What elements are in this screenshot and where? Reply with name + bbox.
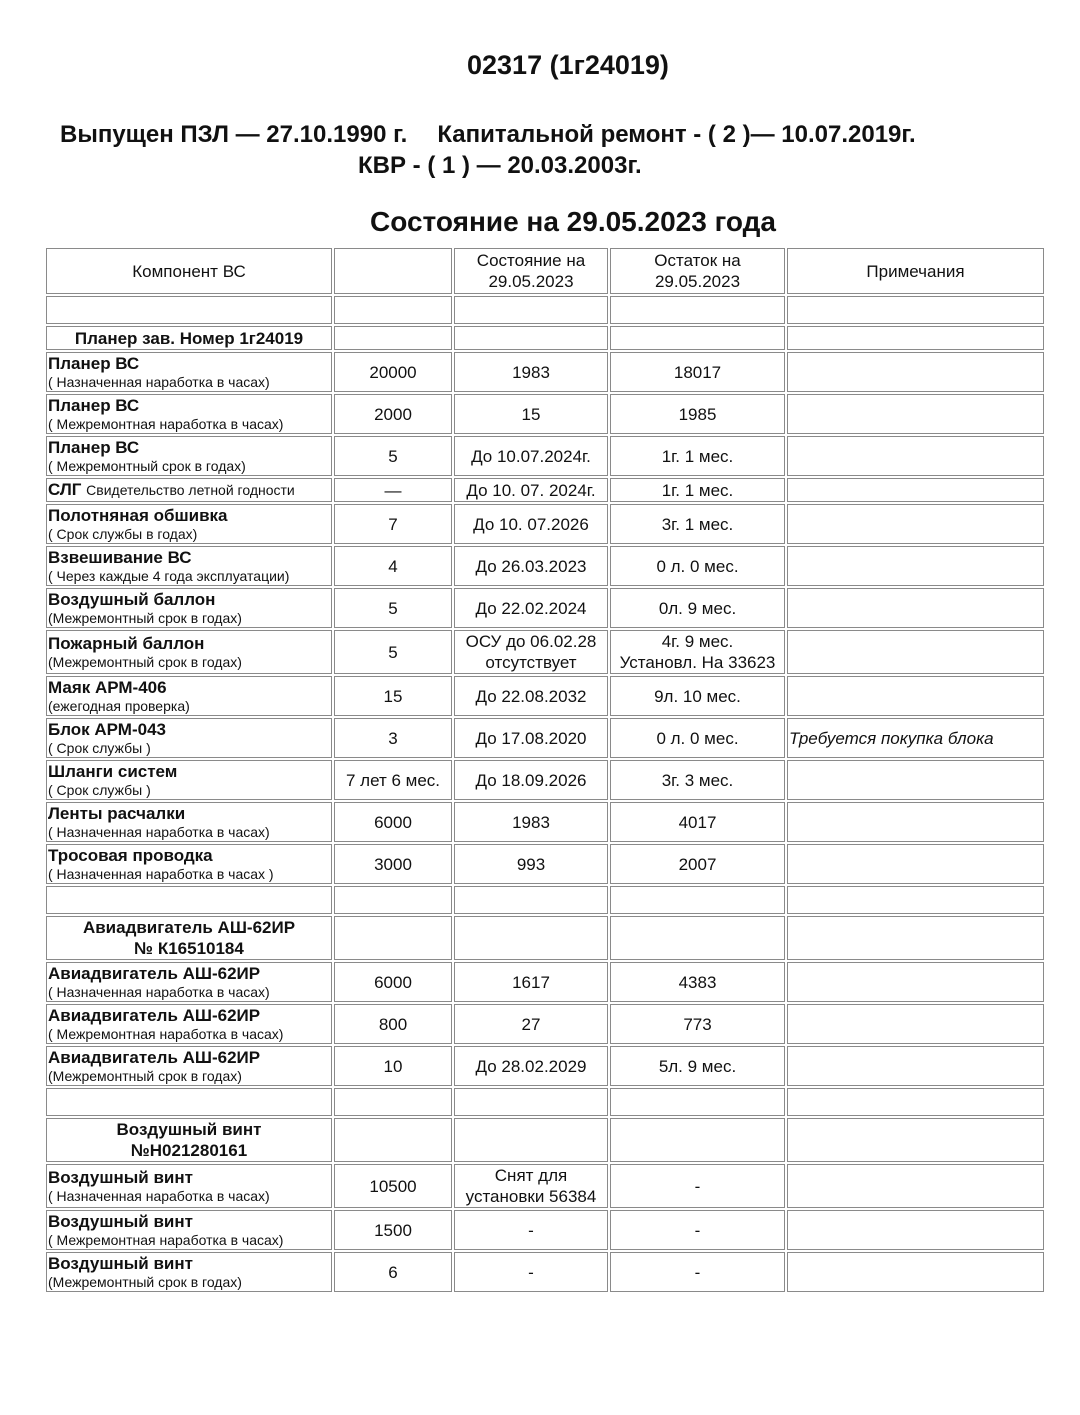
limit-cell: — bbox=[334, 478, 452, 502]
component-name: Воздушный винт bbox=[48, 1253, 193, 1273]
limit-cell: 6000 bbox=[334, 962, 452, 1002]
component-cell bbox=[46, 352, 332, 392]
state-cell: До 22.02.2024 bbox=[454, 588, 608, 628]
table-row bbox=[46, 1252, 1044, 1292]
component-cell bbox=[46, 1252, 332, 1292]
empty-cell bbox=[610, 886, 785, 914]
component-name: Планер ВС bbox=[48, 353, 140, 373]
empty-cell bbox=[334, 1088, 452, 1116]
component-desc: ( Межремонтный срок в годах) bbox=[48, 457, 246, 474]
component-cell bbox=[46, 478, 332, 502]
remain-cell: 1г. 1 мес. bbox=[610, 436, 785, 476]
component-name: Воздушный винт bbox=[48, 1167, 193, 1187]
empty-cell bbox=[787, 1118, 1044, 1162]
note-cell bbox=[787, 436, 1044, 476]
limit-cell: 7 лет 6 мес. bbox=[334, 760, 452, 800]
empty-cell bbox=[610, 296, 785, 324]
empty-row bbox=[46, 1088, 1044, 1116]
state-cell bbox=[454, 1164, 608, 1208]
section-engine-line2: № К16510184 bbox=[134, 939, 244, 958]
overhaul-info: Капитальной ремонт - ( 2 )— 10.07.2019г. bbox=[437, 121, 916, 148]
table-row bbox=[46, 588, 1044, 628]
empty-cell bbox=[454, 916, 608, 960]
state-cell: До 22.08.2032 bbox=[454, 676, 608, 716]
empty-cell bbox=[454, 326, 608, 350]
state-line1: Снят для bbox=[494, 1166, 568, 1185]
table-row bbox=[46, 1210, 1044, 1250]
remain-cell: 0л. 9 мес. bbox=[610, 588, 785, 628]
empty-cell bbox=[334, 886, 452, 914]
table-header-row bbox=[46, 248, 1044, 294]
remain-line1: 4г. 9 мес. bbox=[661, 632, 734, 651]
table-row bbox=[46, 1004, 1044, 1044]
note-cell bbox=[787, 802, 1044, 842]
table-row bbox=[46, 802, 1044, 842]
component-cell bbox=[46, 676, 332, 716]
component-desc: ( Назначенная наработка в часах) bbox=[48, 1187, 270, 1204]
note-cell: Требуется покупка блока bbox=[787, 718, 1044, 758]
col-header-remain-line1: Остаток на bbox=[654, 251, 741, 270]
table-row bbox=[46, 718, 1044, 758]
remain-cell: - bbox=[610, 1210, 785, 1250]
table-row bbox=[46, 1046, 1044, 1086]
empty-cell bbox=[334, 326, 452, 350]
limit-cell: 3000 bbox=[334, 844, 452, 884]
remain-cell: 1985 bbox=[610, 394, 785, 434]
section-title-propeller bbox=[46, 1118, 332, 1162]
note-cell bbox=[787, 1004, 1044, 1044]
remain-cell: 18017 bbox=[610, 352, 785, 392]
limit-cell: 6 bbox=[334, 1252, 452, 1292]
component-name: Авиадвигатель АШ-62ИР bbox=[48, 963, 261, 983]
remain-cell bbox=[610, 630, 785, 674]
component-name: Планер ВС bbox=[48, 395, 140, 415]
component-name: Взвешивание ВС bbox=[48, 547, 192, 567]
note-cell bbox=[787, 1164, 1044, 1208]
document-title: 02317 (1г24019) bbox=[467, 50, 669, 80]
empty-cell bbox=[454, 296, 608, 324]
empty-cell bbox=[454, 1118, 608, 1162]
empty-cell bbox=[334, 296, 452, 324]
state-cell: До 28.02.2029 bbox=[454, 1046, 608, 1086]
note-cell bbox=[787, 760, 1044, 800]
remain-cell: 1г. 1 мес. bbox=[610, 478, 785, 502]
component-desc: ( Назначенная наработка в часах) bbox=[48, 823, 270, 840]
note-cell bbox=[787, 504, 1044, 544]
note-cell bbox=[787, 844, 1044, 884]
limit-cell: 5 bbox=[334, 436, 452, 476]
component-cell bbox=[46, 394, 332, 434]
empty-row bbox=[46, 886, 1044, 914]
remain-line2: Установл. На 33623 bbox=[619, 653, 776, 672]
state-cell: - bbox=[454, 1252, 608, 1292]
limit-cell: 3 bbox=[334, 718, 452, 758]
limit-cell: 1500 bbox=[334, 1210, 452, 1250]
remain-cell: - bbox=[610, 1164, 785, 1208]
component-cell bbox=[46, 1164, 332, 1208]
component-desc: (Межремонтный срок в годах) bbox=[48, 609, 242, 626]
state-cell: До 10.07.2024г. bbox=[454, 436, 608, 476]
limit-cell: 800 bbox=[334, 1004, 452, 1044]
note-cell bbox=[787, 394, 1044, 434]
note-cell bbox=[787, 588, 1044, 628]
component-name: Шланги систем bbox=[48, 761, 178, 781]
state-cell: До 10. 07. 2024г. bbox=[454, 478, 608, 502]
empty-cell bbox=[454, 886, 608, 914]
component-name: Воздушный винт bbox=[48, 1211, 193, 1231]
table-row bbox=[46, 436, 1044, 476]
component-desc: (ежегодная проверка) bbox=[48, 697, 190, 714]
table-row bbox=[46, 844, 1044, 884]
state-cell: До 26.03.2023 bbox=[454, 546, 608, 586]
empty-cell bbox=[610, 1088, 785, 1116]
empty-cell bbox=[334, 1118, 452, 1162]
limit-cell: 2000 bbox=[334, 394, 452, 434]
state-cell: 1983 bbox=[454, 352, 608, 392]
component-cell bbox=[46, 760, 332, 800]
component-cell bbox=[46, 436, 332, 476]
section-prop-line1: Воздушный винт bbox=[116, 1120, 262, 1139]
col-header-remain bbox=[610, 248, 785, 294]
component-cell bbox=[46, 1210, 332, 1250]
table-row bbox=[46, 394, 1044, 434]
component-name: СЛГ bbox=[48, 480, 82, 499]
empty-cell bbox=[787, 326, 1044, 350]
note-cell bbox=[787, 478, 1044, 502]
component-cell bbox=[46, 504, 332, 544]
state-cell: До 10. 07.2026 bbox=[454, 504, 608, 544]
empty-cell bbox=[610, 326, 785, 350]
remain-cell: 0 л. 0 мес. bbox=[610, 718, 785, 758]
state-line2: отсутствует bbox=[485, 653, 577, 672]
table-row bbox=[46, 676, 1044, 716]
components-table bbox=[44, 246, 1046, 1294]
empty-cell bbox=[334, 916, 452, 960]
component-desc: ( Срок службы ) bbox=[48, 781, 151, 798]
component-desc: ( Назначенная наработка в часах) bbox=[48, 983, 270, 1000]
component-desc: ( Межремонтная наработка в часах) bbox=[48, 415, 284, 432]
empty-cell bbox=[787, 916, 1044, 960]
remain-cell: 4383 bbox=[610, 962, 785, 1002]
component-cell bbox=[46, 1004, 332, 1044]
empty-row bbox=[46, 296, 1044, 324]
limit-cell: 7 bbox=[334, 504, 452, 544]
empty-cell bbox=[787, 296, 1044, 324]
col-header-component: Компонент ВС bbox=[46, 248, 332, 294]
component-name: Маяк АРМ-406 bbox=[48, 677, 167, 697]
section-engine-line1: Авиадвигатель АШ-62ИР bbox=[82, 918, 296, 937]
component-name: Тросовая проводка bbox=[48, 845, 213, 865]
table-row bbox=[46, 504, 1044, 544]
empty-cell bbox=[787, 1088, 1044, 1116]
col-header-notes: Примечания bbox=[787, 248, 1044, 294]
empty-cell bbox=[787, 886, 1044, 914]
component-desc: (Межремонтный срок в годах) bbox=[48, 1067, 242, 1084]
limit-cell: 6000 bbox=[334, 802, 452, 842]
limit-cell: 10 bbox=[334, 1046, 452, 1086]
component-desc: ( Назначенная наработка в часах ) bbox=[48, 865, 274, 882]
table-row bbox=[46, 760, 1044, 800]
section-title-engine bbox=[46, 916, 332, 960]
table-row bbox=[46, 962, 1044, 1002]
table-row bbox=[46, 630, 1044, 674]
limit-cell: 15 bbox=[334, 676, 452, 716]
component-name: Ленты расчалки bbox=[48, 803, 186, 823]
section-row-propeller bbox=[46, 1118, 1044, 1162]
table-row bbox=[46, 546, 1044, 586]
empty-cell bbox=[610, 916, 785, 960]
limit-cell: 4 bbox=[334, 546, 452, 586]
remain-cell: 4017 bbox=[610, 802, 785, 842]
component-desc: ( Срок службы ) bbox=[48, 739, 151, 756]
limit-cell: 20000 bbox=[334, 352, 452, 392]
remain-cell: 5л. 9 мес. bbox=[610, 1046, 785, 1086]
component-cell bbox=[46, 588, 332, 628]
component-name: Блок АРМ-043 bbox=[48, 719, 166, 739]
note-cell bbox=[787, 1210, 1044, 1250]
component-desc: ( Через каждые 4 года эксплуатации) bbox=[48, 567, 290, 584]
remain-cell: 773 bbox=[610, 1004, 785, 1044]
section-prop-line2: №Н021280161 bbox=[130, 1141, 248, 1160]
state-cell: - bbox=[454, 1210, 608, 1250]
section-title-airframe: Планер зав. Номер 1г24019 bbox=[46, 326, 332, 350]
state-cell: 993 bbox=[454, 844, 608, 884]
component-name: Полотняная обшивка bbox=[48, 505, 228, 525]
empty-cell bbox=[454, 1088, 608, 1116]
col-header-state-line2: 29.05.2023 bbox=[488, 272, 574, 291]
remain-cell: 3г. 1 мес. bbox=[610, 504, 785, 544]
state-cell: 1983 bbox=[454, 802, 608, 842]
col-header-state-line1: Состояние на bbox=[476, 251, 586, 270]
component-name: Авиадвигатель АШ-62ИР bbox=[48, 1047, 261, 1067]
note-cell bbox=[787, 1252, 1044, 1292]
status-title: Состояние на 29.05.2023 года bbox=[370, 206, 776, 237]
component-desc: ( Межремонтная наработка в часах) bbox=[48, 1231, 284, 1248]
table-row bbox=[46, 478, 1044, 502]
remain-cell: 2007 bbox=[610, 844, 785, 884]
table-row bbox=[46, 352, 1044, 392]
limit-cell: 5 bbox=[334, 630, 452, 674]
state-cell bbox=[454, 630, 608, 674]
component-name: Авиадвигатель АШ-62ИР bbox=[48, 1005, 261, 1025]
issued-date: Выпущен ПЗЛ — 27.10.1990 г. bbox=[60, 121, 408, 148]
note-cell bbox=[787, 546, 1044, 586]
limit-cell: 10500 bbox=[334, 1164, 452, 1208]
state-cell: До 18.09.2026 bbox=[454, 760, 608, 800]
component-cell bbox=[46, 546, 332, 586]
component-name: Воздушный баллон bbox=[48, 589, 216, 609]
component-cell bbox=[46, 1046, 332, 1086]
remain-cell: 9л. 10 мес. bbox=[610, 676, 785, 716]
state-cell: 1617 bbox=[454, 962, 608, 1002]
remain-cell: - bbox=[610, 1252, 785, 1292]
component-name: Пожарный баллон bbox=[48, 633, 205, 653]
empty-cell bbox=[46, 886, 332, 914]
note-cell bbox=[787, 962, 1044, 1002]
note-cell bbox=[787, 352, 1044, 392]
col-header-limit bbox=[334, 248, 452, 294]
state-cell: 15 bbox=[454, 394, 608, 434]
state-cell: До 17.08.2020 bbox=[454, 718, 608, 758]
table-row bbox=[46, 1164, 1044, 1208]
component-name: Планер ВС bbox=[48, 437, 140, 457]
section-row-airframe bbox=[46, 326, 1044, 350]
component-cell bbox=[46, 844, 332, 884]
component-cell bbox=[46, 718, 332, 758]
section-row-engine bbox=[46, 916, 1044, 960]
state-cell: 27 bbox=[454, 1004, 608, 1044]
component-desc: Свидетельство летной годности bbox=[86, 482, 295, 498]
component-cell bbox=[46, 630, 332, 674]
component-desc: ( Межремонтная наработка в часах) bbox=[48, 1025, 284, 1042]
state-line1: ОСУ до 06.02.28 bbox=[465, 632, 597, 651]
component-desc: (Межремонтный срок в годах) bbox=[48, 1273, 242, 1290]
component-cell bbox=[46, 802, 332, 842]
empty-cell bbox=[46, 296, 332, 324]
component-cell bbox=[46, 962, 332, 1002]
issue-info-line bbox=[60, 121, 916, 149]
kvr-info: КВР - ( 1 ) — 20.03.2003г. bbox=[358, 152, 642, 179]
note-cell bbox=[787, 630, 1044, 674]
col-header-remain-line2: 29.05.2023 bbox=[654, 272, 741, 291]
empty-cell bbox=[610, 1118, 785, 1162]
empty-cell bbox=[46, 1088, 332, 1116]
remain-cell: 0 л. 0 мес. bbox=[610, 546, 785, 586]
component-desc: ( Срок службы в годах) bbox=[48, 525, 198, 542]
col-header-state bbox=[454, 248, 608, 294]
remain-cell: 3г. 3 мес. bbox=[610, 760, 785, 800]
component-desc: ( Назначенная наработка в часах) bbox=[48, 373, 270, 390]
note-cell bbox=[787, 676, 1044, 716]
note-cell bbox=[787, 1046, 1044, 1086]
limit-cell: 5 bbox=[334, 588, 452, 628]
state-line2: установки 56384 bbox=[465, 1187, 597, 1206]
component-desc: (Межремонтный срок в годах) bbox=[48, 653, 242, 670]
